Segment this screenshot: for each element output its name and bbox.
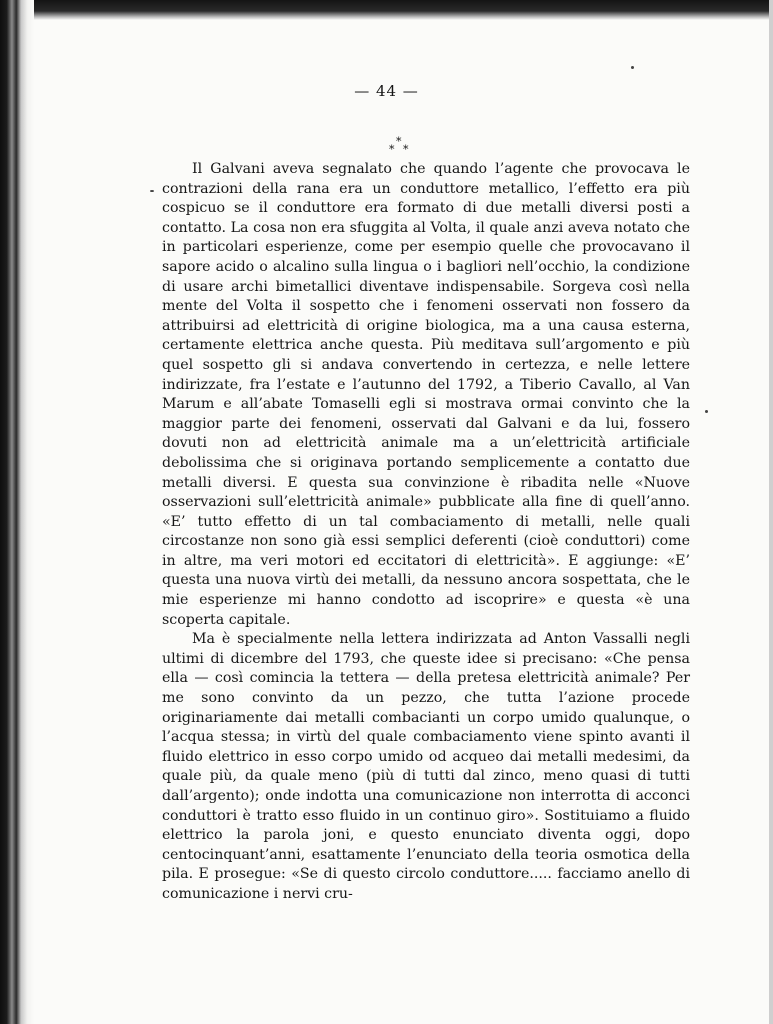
scan-right-edge bbox=[769, 0, 773, 1024]
scan-speck bbox=[705, 410, 708, 413]
scan-speck bbox=[150, 190, 154, 192]
page-number: — 44 — bbox=[354, 82, 419, 100]
book-spine-edge bbox=[0, 0, 34, 1024]
asterism-ornament bbox=[384, 136, 420, 160]
paragraph-1: Il Galvani aveva segnalato che quando l’agente che provocava le contrazioni della rana era un conduttore metallico, l’effetto era più cospicuo se il conduttore era formato di due metalli diversi posti a contatto. La cosa non era sfuggita al Volta, il quale anzi aveva notato che in particolari esperienze, come per esempio quelle che provocavano il sapore acido o alcalino sulla lingua o i bagliori nell’occhio, la condizione di usare archi bimetallici diventave indispensabile. Sorgeva così nella mente del Volta il sospetto che i fenomeni osservati non fossero da attribuirsi ad elettricità di origine biologica, ma a una causa esterna, certamente elettrica anche questa. Più meditava sull’argomento e più quel sospetto gli si andava convertendo in certezza, e nelle lettere indirizzate, fra l’estate e l’autunno del 1792, a Tiberio Cavallo, al Van Marum e all’abate Tomaselli egli si mostrava ormai convinto che la maggior parte dei fenomeni, osservati dal Galvani e da lui, fossero dovuti non ad elettricità animale ma a un’elettricità artificiale debolissima che si originava portando semplicemente a contatto due metalli diversi. E questa sua convinzione è ribadita nelle «Nuove osservazioni sull’elettricità animale» pubblicate alla fine di quell’anno. «E’ tutto effetto di un tal combaciamento di metalli, nelle quali circostanze non sono già essi semplici deferenti (cioè conduttori) come in altre, ma veri motori ed eccitatori di elettricità». E aggiunge: «E’ questa una nuova virtù dei metalli, da nessuno ancora sospettata, che le mie esperienze mi hanno condotto ad iscoprire» e questa «è una scoperta capitale. bbox=[162, 161, 690, 628]
asterism-star-top: * bbox=[396, 135, 402, 148]
asterism-star-left: * bbox=[389, 143, 395, 156]
paragraph-2: Ma è specialmente nella lettera indirizzata ad Anton Vassalli negli ultimi di dicembre del 1793, che queste idee si precisano: «Che pensa ella — così comincia la tettera — della pretesa elettricità animale? Per me sono convinto da un pezzo, che tutta l’azione procede originariamente dai metalli combacianti un corpo umido qualunque, o l’acqua stessa; in virtù del quale combaciamento viene spinto avanti il fluido elettrico in esso corpo umido od acqueo dai metalli medesimi, da quale più, da quale meno (più di tutti dal zinco, meno quasi di tutti dall’argento); onde indotta una comunicazione non interrotta di acconci conduttori è tratto esso fluido in un continuo giro». Sostituiamo a fluido elettrico la parola joni, e questo enunciato diventa oggi, dopo centocinquant’anni, esattamente l’enunciato della teoria osmotica della pila. E prosegue: «Se di questo circolo conduttore..... facciamo anello di comunicazione i nervi cru- bbox=[162, 631, 690, 902]
scan-speck bbox=[631, 66, 634, 69]
asterism-star-right: * bbox=[403, 143, 409, 156]
scan-top-edge bbox=[0, 0, 773, 20]
body-text bbox=[162, 160, 690, 905]
